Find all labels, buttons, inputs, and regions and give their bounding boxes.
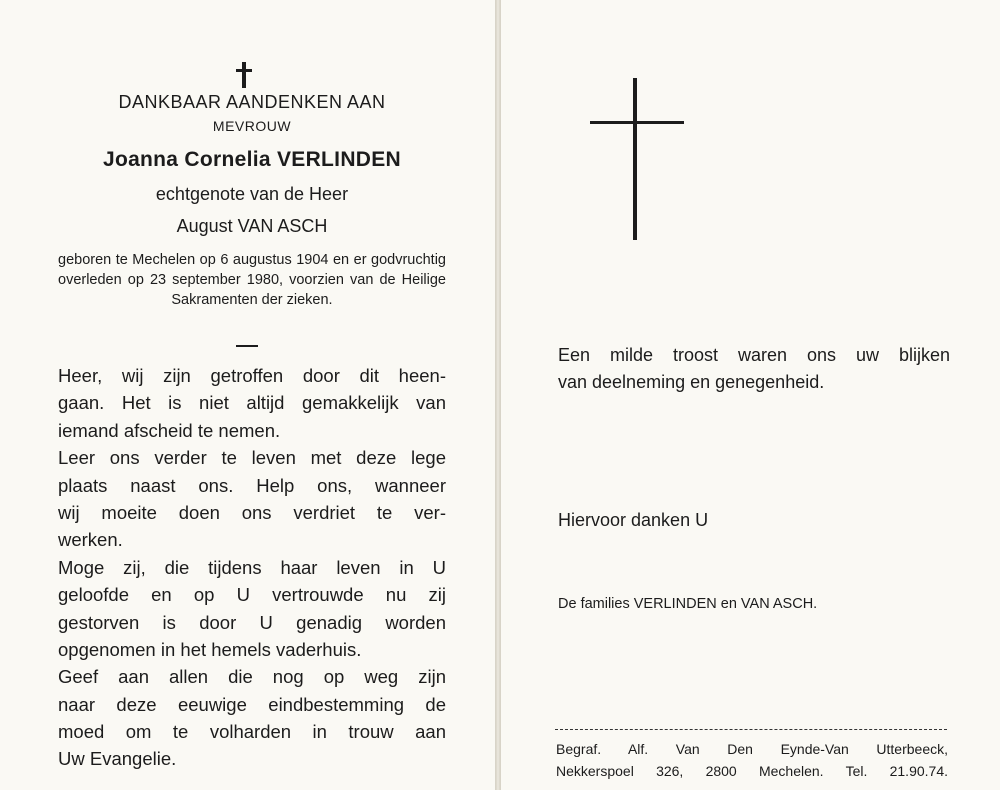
small-cross-horizontal bbox=[236, 69, 252, 72]
prayer-line: Geef aan allen die nog op weg zijn bbox=[58, 666, 446, 688]
prayer-line: gaan. Het is niet altijd gemakkelijk van bbox=[58, 392, 446, 414]
deceased-name: Joanna Cornelia VERLINDEN bbox=[102, 148, 402, 171]
small-cross-icon bbox=[234, 62, 254, 88]
memorial-heading: DANKBAAR AANDENKEN AAN bbox=[118, 92, 386, 112]
divider-line bbox=[555, 729, 947, 730]
prayer-line: moed om te volharden in trouw aan bbox=[58, 721, 446, 743]
thanks-line: van deelneming en genegenheid. bbox=[558, 372, 825, 392]
thanks-message bbox=[558, 342, 950, 396]
honorific-title: MEVROUW bbox=[212, 118, 292, 134]
biography-text: geboren te Mechelen op 6 augustus 1904 en er godvruchtig overleden op 23 september 1980, voorzien van de Heilige Sakramenten der zieken. bbox=[58, 252, 446, 308]
small-cross-vertical bbox=[242, 62, 246, 88]
prayer-line: gestorven is door U genadig worden bbox=[58, 611, 446, 633]
prayer-line: Heer, wij zijn getroffen door dit heen- bbox=[58, 365, 446, 386]
prayer-line: werken. bbox=[58, 529, 123, 551]
large-cross-horizontal bbox=[590, 121, 684, 124]
undertaker-info bbox=[556, 738, 948, 782]
prayer-line: Uw Evangelie. bbox=[58, 748, 177, 770]
prayer-line: Leer ons verder te leven met deze lege bbox=[58, 447, 446, 469]
prayer-text bbox=[58, 362, 446, 773]
spouse-name: August VAN ASCH bbox=[176, 216, 328, 236]
prayer-line: Moge zij, die tijdens haar leven in U bbox=[58, 556, 446, 578]
large-cross-icon bbox=[590, 78, 684, 240]
families-signature: De families VERLINDEN en VAN ASCH. bbox=[558, 596, 818, 612]
undertaker-line: Begraf. Alf. Van Den Eynde-Van Utterbeeck, bbox=[556, 741, 948, 757]
spouse-relation: echtgenote van de Heer bbox=[155, 184, 349, 204]
gratitude-line: Hiervoor danken U bbox=[558, 510, 709, 530]
prayer-line: iemand afscheid te nemen. bbox=[58, 419, 281, 441]
prayer-line: wij moeite doen ons verdriet te ver- bbox=[58, 501, 446, 523]
biography bbox=[58, 250, 446, 310]
prayer-line: naar deze eeuwige eindbestemming de bbox=[58, 693, 446, 715]
prayer-line: geloofde en op U vertrouwde nu zij bbox=[58, 584, 446, 606]
thanks-line: Een milde troost waren ons uw blijken bbox=[558, 345, 950, 365]
prayer-line: opgenomen in het hemels vaderhuis. bbox=[58, 638, 362, 660]
separator-glyph bbox=[236, 336, 258, 350]
undertaker-line: Nekkerspoel 326, 2800 Mechelen. Tel. 21.90.74. bbox=[556, 763, 948, 779]
large-cross-vertical bbox=[633, 78, 637, 240]
prayer-line: plaats naast ons. Help ons, wanneer bbox=[58, 474, 446, 496]
